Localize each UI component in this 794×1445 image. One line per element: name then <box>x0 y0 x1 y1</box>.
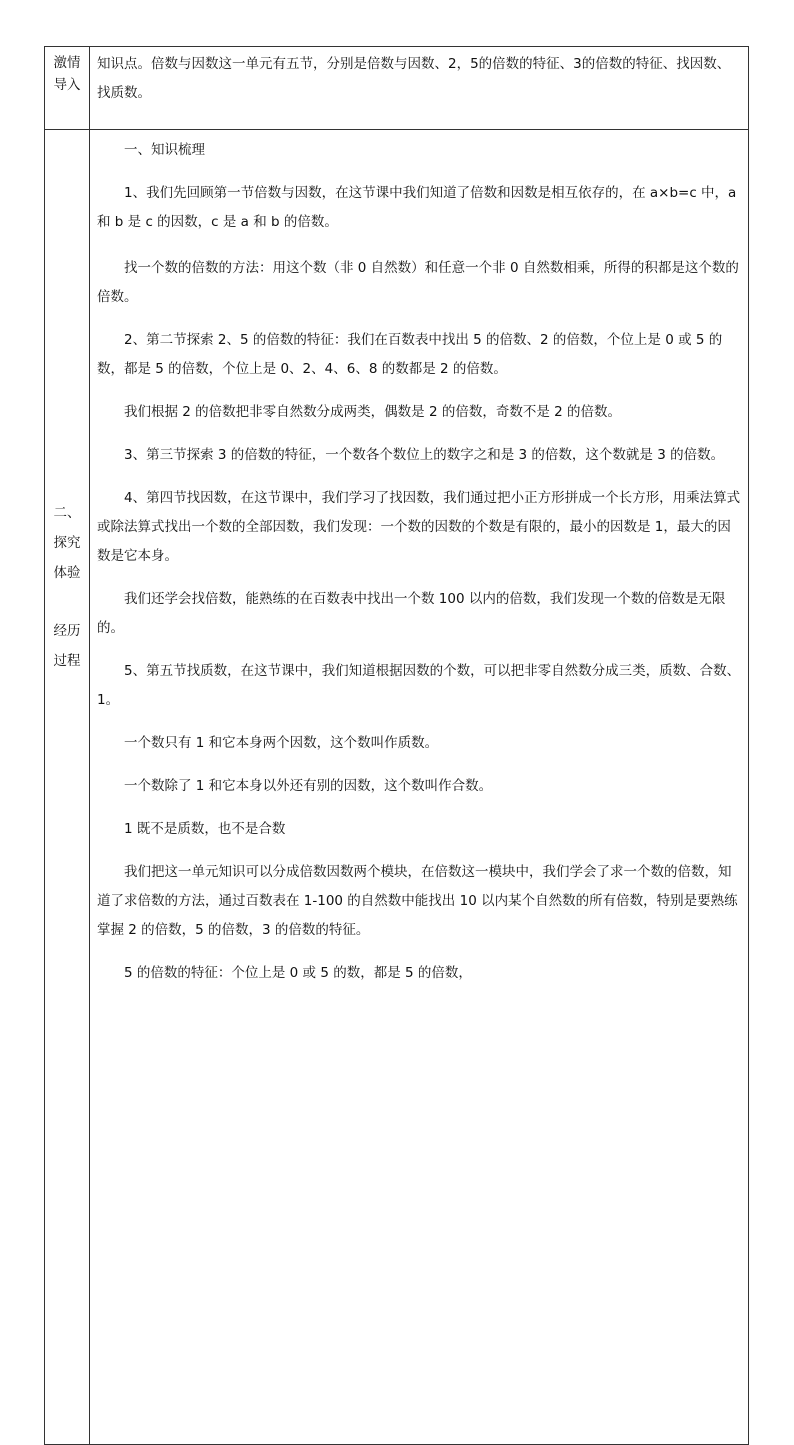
paragraph: 5 的倍数的特征：个位上是 0 或 5 的数，都是 5 的倍数， <box>124 965 472 981</box>
lesson-plan-table <box>44 46 749 1445</box>
exploration-row <box>45 130 749 1445</box>
paragraph: 一个数只有 1 和它本身两个因数，这个数叫作质数。 <box>124 735 439 751</box>
intro-label-line2: 导入 <box>53 77 81 93</box>
intro-row <box>45 47 749 130</box>
paragraph: 2、第二节探索 2、5 的倍数的特征：我们在百数表中找出 5 的倍数、2 的倍数，个位上是 0 或 5 的数，都是 5 的倍数，个位上是 0、2、4、6、8 的数都是 2 的倍数。 <box>97 332 723 377</box>
label-gap <box>45 588 89 616</box>
paragraph: 4、第四节找因数，在这节课中，我们学习了找因数，我们通过把小正方形拼成一个长方形，用乘法算式或除法算式找出一个数的全部因数，我们发现：一个数的因数的个数是有限的，最小的因数是 1，最大的因数是它本身。 <box>97 490 741 564</box>
paragraph: 1 既不是质数，也不是合数 <box>124 821 286 837</box>
intro-label-cell <box>45 47 90 130</box>
paragraph: 一个数除了 1 和它本身以外还有别的因数，这个数叫作合数。 <box>124 778 493 794</box>
section-label-line: 二、 <box>53 505 81 521</box>
intro-label-line1: 激情 <box>53 55 81 71</box>
paragraph: 找一个数的倍数的方法：用这个数（非 0 自然数）和任意一个非 0 自然数相乘，所得的积都是这个数的倍数。 <box>97 260 739 305</box>
intro-text: 知识点。倍数与因数这一单元有五节，分别是倍数与因数、2，5的倍数的特征、3的倍数的特征、找因数、找质数。 <box>90 47 749 130</box>
section-label-line: 体验 <box>53 565 81 581</box>
paragraph: 我们根据 2 的倍数把非零自然数分成两类，偶数是 2 的倍数，奇数不是 2 的倍数。 <box>124 404 622 420</box>
paragraph: 我们还学会找倍数，能熟练的在百数表中找出一个数 100 以内的倍数，我们发现一个数的倍数是无限的。 <box>97 591 726 636</box>
section-heading: 一、知识梳理 <box>124 142 205 158</box>
exploration-label-cell <box>45 130 90 1445</box>
section-label-line: 探究 <box>53 535 81 551</box>
section-label-line: 过程 <box>53 653 81 669</box>
section-label-line: 经历 <box>53 623 81 639</box>
paragraph: 1、我们先回顾第一节倍数与因数，在这节课中我们知道了倍数和因数是相互依存的，在 a×b=c 中，a 和 b 是 c 的因数，c 是 a 和 b 的倍数。 <box>97 185 737 230</box>
paragraph: 3、第三节探索 3 的倍数的特征，一个数各个数位上的数字之和是 3 的倍数，这个数就是 3 的倍数。 <box>124 447 725 463</box>
exploration-content <box>90 130 749 1445</box>
paragraph: 5、第五节找质数，在这节课中，我们知道根据因数的个数，可以把非零自然数分成三类，质数、合数、1。 <box>97 663 741 708</box>
paragraph: 我们把这一单元知识可以分成倍数因数两个模块，在倍数这一模块中，我们学会了求一个数的倍数，知道了求倍数的方法，通过百数表在 1-100 的自然数中能找出 10 以内某个自然数的所有倍数，特别是要熟练掌握 2 的倍数，5 的倍数，3 的倍数的特征。 <box>97 864 738 938</box>
